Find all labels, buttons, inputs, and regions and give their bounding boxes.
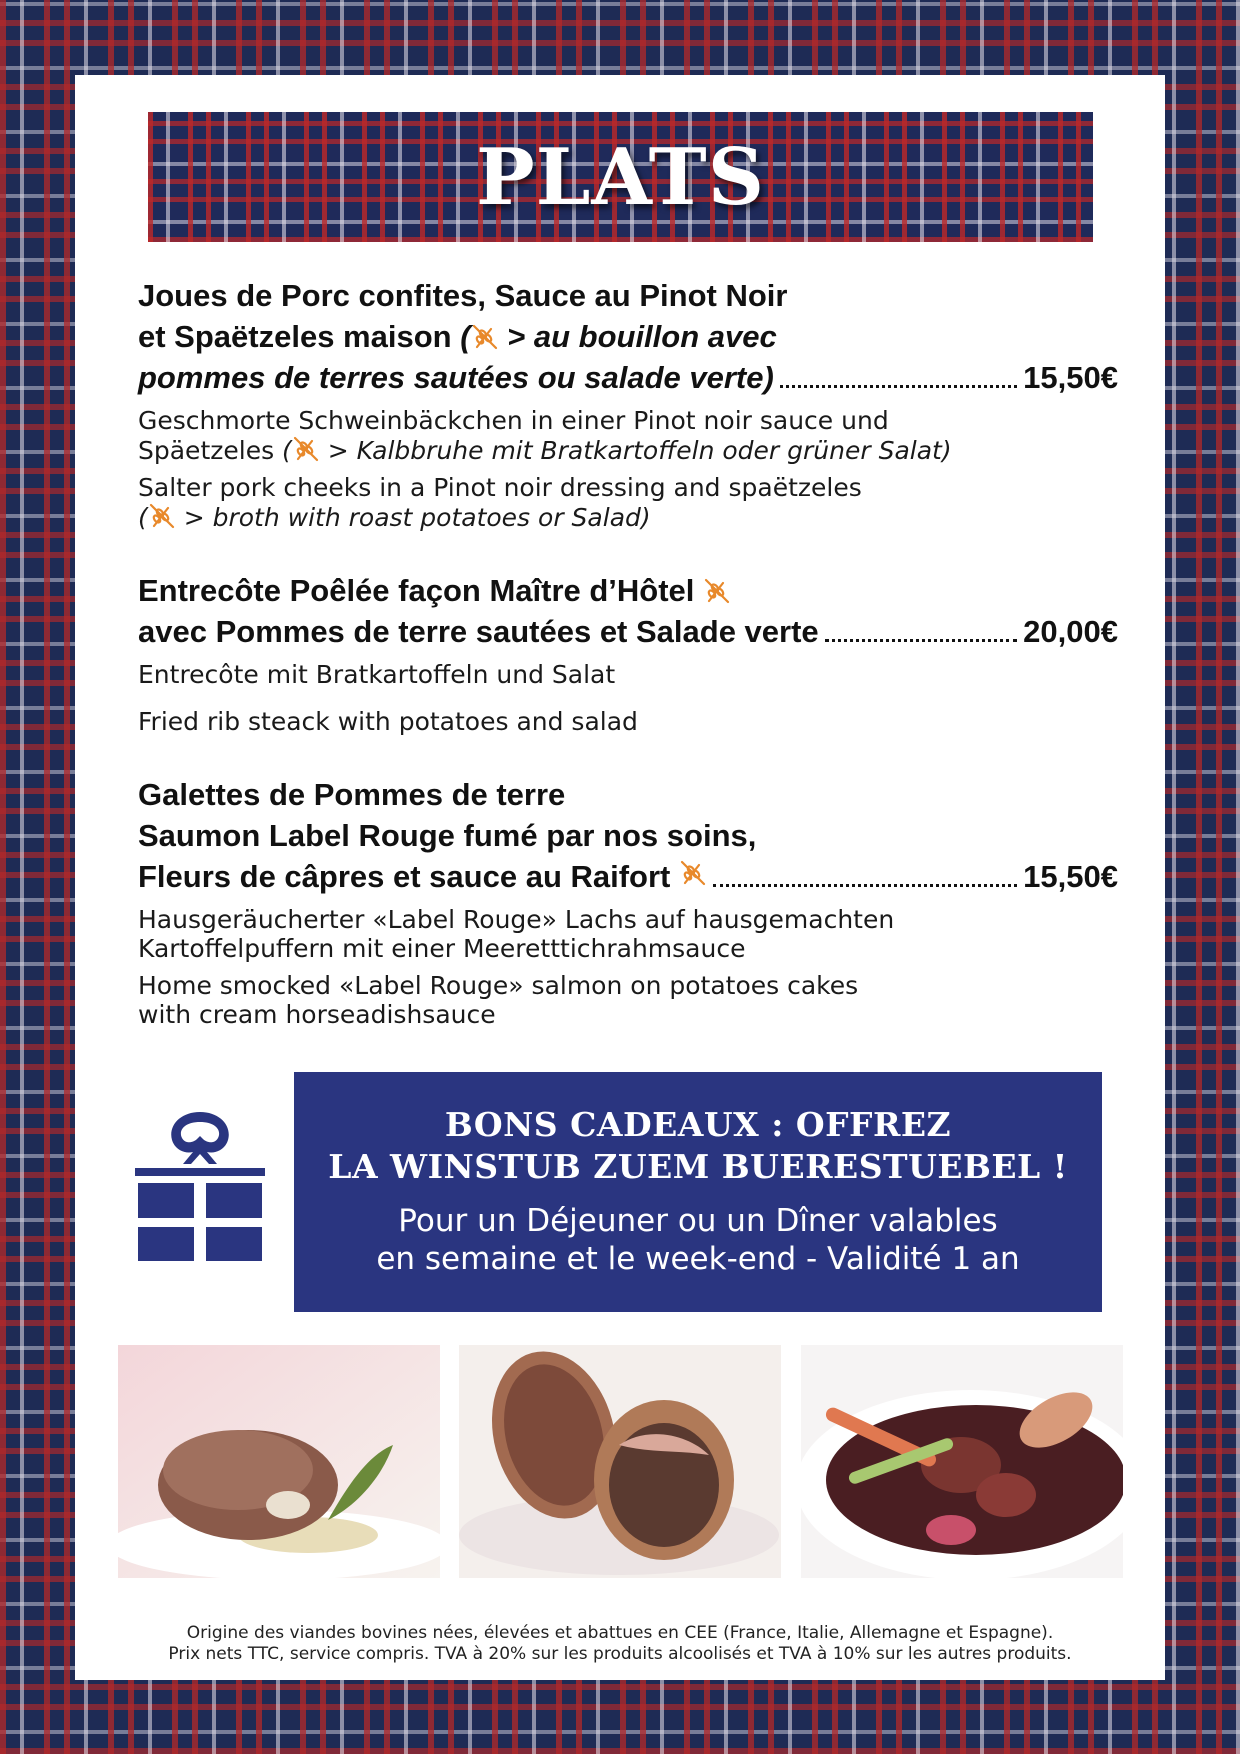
- translation-text: > Kalbbruhe mit Bratkartoffeln oder grüner Salat): [319, 436, 952, 465]
- translation-line: [138, 502, 1118, 532]
- dish-title: [138, 275, 1118, 398]
- promo-subtitle-line: en semaine et le week-end - Validité 1 an: [376, 1241, 1020, 1277]
- translation-text: (: [282, 436, 292, 465]
- translation-text: Späetzeles: [138, 436, 283, 465]
- translation-line: Kartoffelpuffern mit einer Meeretttichrahmsauce: [138, 934, 746, 963]
- dish-name-text: pommes de terres sautées ou salade verte): [138, 360, 774, 395]
- dish-name-line: Saumon Label Rouge fumé par nos soins,: [138, 818, 757, 853]
- promo-title-line: LA WINSTUB ZUEM BUERESTUEBEL !: [328, 1147, 1068, 1186]
- dish-name-text: avec Pommes de terre sautées et Salade verte: [138, 614, 819, 649]
- legal-footer: [75, 1623, 1165, 1665]
- dish-joues-de-porc: [138, 275, 1118, 532]
- gift-voucher-banner: [294, 1072, 1102, 1312]
- photo-pork-knuckle: [118, 1345, 440, 1578]
- dish-title: [138, 774, 1118, 897]
- dish-name-text: et Spaëtzeles maison: [138, 319, 461, 354]
- gluten-free-icon: [679, 859, 707, 887]
- dish-title: [138, 570, 1118, 652]
- dish-price: 15,50€: [1023, 360, 1118, 395]
- photo-stew: [801, 1345, 1123, 1578]
- dish-list: [138, 275, 1118, 1067]
- dish-name-line: [138, 316, 1118, 357]
- translation-de: [138, 406, 1118, 465]
- translation-line: [138, 435, 1118, 465]
- translation-line: Hausgeräucherter «Label Rouge» Lachs auf hausgemachten: [138, 905, 895, 934]
- dish-name-text: Entrecôte Poêlée façon Maître d’Hôtel: [138, 573, 695, 608]
- promo-subtitle-line: Pour un Déjeuner ou un Dîner valables: [398, 1203, 998, 1239]
- gluten-free-icon: [703, 577, 731, 605]
- dish-entrecote: [138, 570, 1118, 736]
- promo-subtitle: [294, 1202, 1102, 1278]
- dish-price: 20,00€: [1023, 614, 1118, 649]
- leader-dots: [713, 884, 1017, 887]
- gluten-free-icon: [148, 502, 176, 530]
- translation-line: Salter pork cheeks in a Pinot noir dressing and spaëtzeles: [138, 473, 862, 502]
- translation-text: > broth with roast potatoes or Salad): [175, 503, 651, 532]
- dish-name-line: [138, 570, 1118, 611]
- translation-en: Fried rib steack with potatoes and salad: [138, 707, 638, 736]
- gluten-free-icon: [292, 435, 320, 463]
- dish-name-price-row: [138, 357, 1118, 398]
- dish-name-line: Joues de Porc confites, Sauce au Pinot Noir: [138, 278, 788, 313]
- dish-name-price-row: [138, 611, 1118, 652]
- promo-title: [294, 1104, 1102, 1188]
- leader-dots: [825, 639, 1018, 642]
- dish-name-line: Galettes de Pommes de terre: [138, 777, 566, 812]
- dish-name-text: Fleurs de câpres et sauce au Raifort: [138, 859, 671, 894]
- promo-title-line: BONS CADEAUX : OFFREZ: [444, 1105, 952, 1144]
- translation-de: Entrecôte mit Bratkartoffeln und Salat: [138, 660, 616, 689]
- translation-en: [138, 971, 1118, 1029]
- translation-de: [138, 905, 1118, 963]
- translation-en: [138, 473, 1118, 532]
- gluten-free-icon: [471, 323, 499, 351]
- title-banner: [148, 112, 1093, 242]
- dish-price: 15,50€: [1023, 859, 1118, 894]
- leader-dots: [780, 385, 1017, 388]
- translation-text: (: [138, 503, 148, 532]
- photo-galettes: [459, 1345, 781, 1578]
- food-photos: [118, 1345, 1123, 1580]
- page-title: PLATS: [475, 131, 766, 223]
- footer-line: Origine des viandes bovines nées, élevées et abattues en CEE (France, Italie, Allemagne et Espagne).: [186, 1623, 1054, 1643]
- translation-line: with cream horseadishsauce: [138, 1000, 496, 1029]
- dish-name-text: > au bouillon avec: [498, 319, 777, 354]
- dish-name-price-row: [138, 856, 1118, 897]
- dish-galettes-saumon: [138, 774, 1118, 1029]
- translation-line: Geschmorte Schweinbäckchen in einer Pinot noir sauce und: [138, 406, 889, 435]
- gift-pretzel-icon: [135, 1108, 265, 1263]
- dish-name-text: (: [460, 319, 471, 354]
- footer-line: Prix nets TTC, service compris. TVA à 20% sur les produits alcoolisés et TVA à 10% sur les autres produits.: [168, 1644, 1072, 1664]
- translation-line: Home smocked «Label Rouge» salmon on potatoes cakes: [138, 971, 859, 1000]
